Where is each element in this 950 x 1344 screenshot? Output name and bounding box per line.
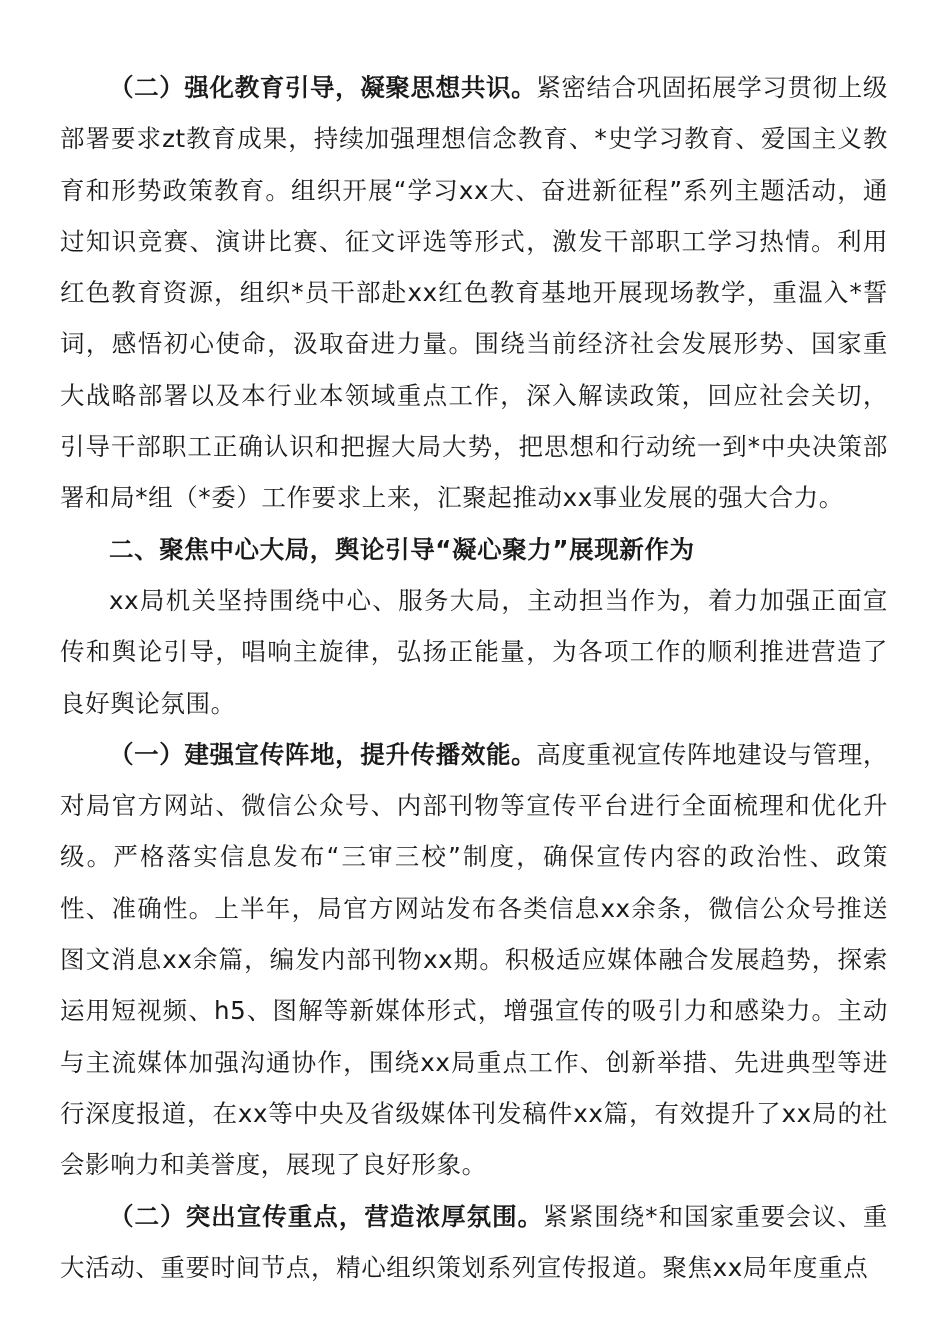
paragraph-lead: （二）突出宣传重点，营造浓厚氛围。 — [109, 1201, 544, 1231]
document-body — [60, 62, 888, 1293]
section-heading: 二、聚焦中心大局，舆论引导“凝心聚力”展现新作为 — [109, 534, 695, 564]
paragraph-text: 高度重视宣传阵地建设与管理，对局官方网站、微信公众号、内部刊物等宣传平台进行全面梳理和优化升级。严格落实信息发布“三审三校”制度，确保宣传内容的政治性、政策性、准确性。上半年，局官方网站发布各类信息xx余条，微信公众号推送图文消息xx余篇，编发内部刊物xx期。积极适应媒体融合发展趋势，探索运用短视频、h5、图解等新媒体形式，增强宣传的吸引力和感染力。主动与主流媒体加强沟通协作，围绕xx局重点工作、创新举措、先进典型等进行深度报道，在xx等中央及省级媒体刊发稿件xx篇，有效提升了xx局的社会影响力和美誉度，展现了良好形象。 — [60, 739, 888, 1180]
paragraph-education-guidance — [60, 62, 888, 524]
paragraph-publicity-focus — [60, 1191, 888, 1294]
paragraph-lead: （二）强化教育引导，凝聚思想共识。 — [109, 73, 537, 102]
paragraph-text: 紧密结合巩固拓展学习贯彻上级部署要求zt教育成果，持续加强理想信念教育、*史学习教育、爱国主义教育和形势政策教育。组织开展“学习xx大、奋进新征程”系列主题活动，通过知识竞赛、演讲比赛、征文评选等形式，激发干部职工学习热情。利用红色教育资源，组织*员干部赴xx红色教育基地开展现场教学，重温入*誓词，感悟初心使命，汲取奋进力量。围绕当前经济社会发展形势、国家重大战略部署以及本行业本领域重点工作，深入解读政策，回应社会关切，引导干部职工正确认识和把握大局大势，把思想和行动统一到*中央决策部署和局*组（*委）工作要求上来，汇聚起推动xx事业发展的强大合力。 — [60, 73, 888, 513]
paragraph-section-intro: xx局机关坚持围绕中心、服务大局，主动担当作为，着力加强正面宣传和舆论引导，唱响主旋律，弘扬正能量，为各项工作的顺利推进营造了良好舆论氛围。 — [60, 585, 888, 718]
paragraph-lead: （一）建强宣传阵地，提升传播效能。 — [109, 739, 537, 769]
paragraph-publicity-platforms — [60, 729, 888, 1191]
paragraph-text: 紧紧围绕*和国家重要会议、重大活动、重要时间节点，精心组织策划系列宣传报道。聚焦xx局年度重点 — [60, 1201, 888, 1282]
